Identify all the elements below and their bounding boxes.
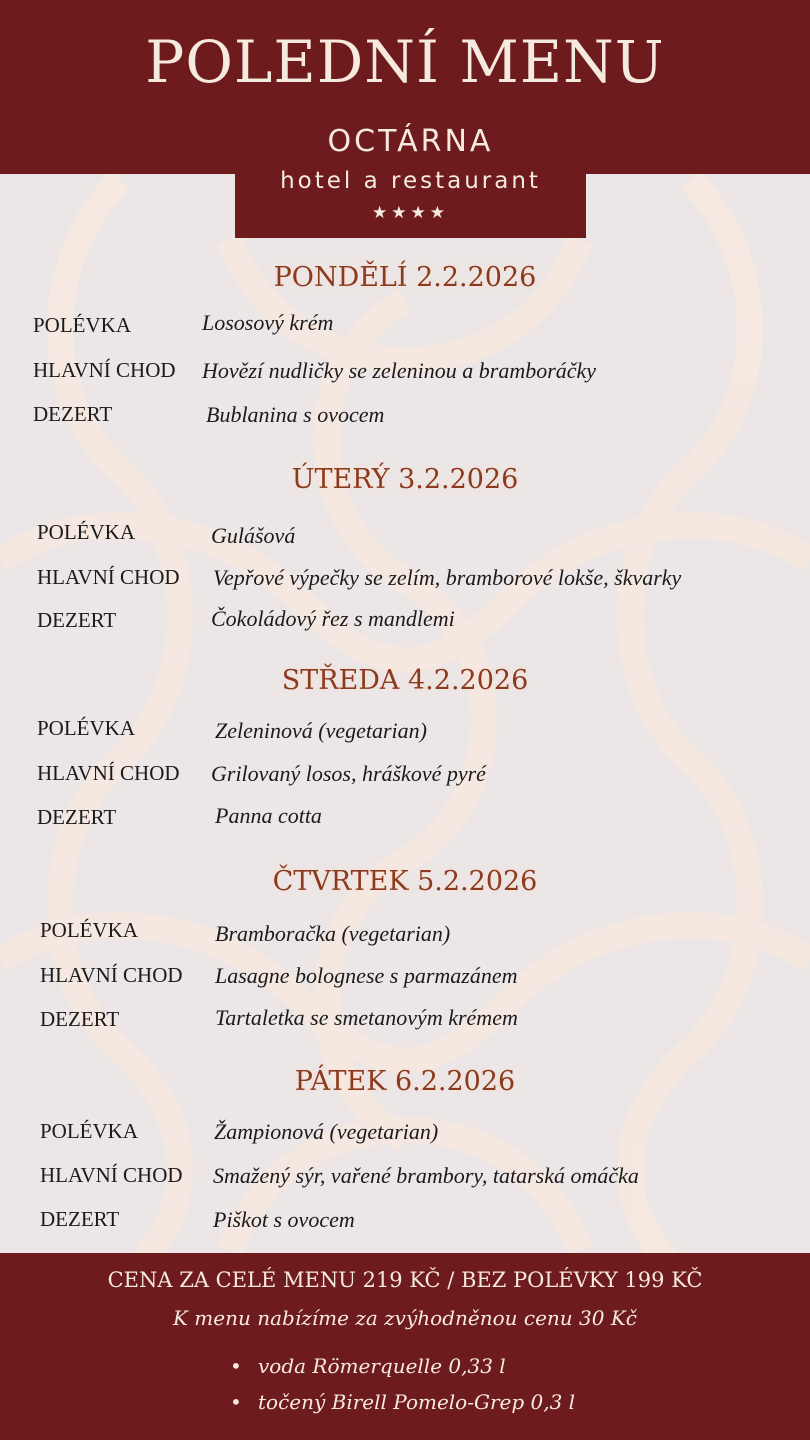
drink-offer: K menu nabízíme za zvýhodněnou cenu 30 Kč bbox=[173, 1306, 637, 1330]
page-title: POLEDNÍ MENU bbox=[145, 28, 665, 96]
dish-name: Panna cotta bbox=[215, 803, 322, 828]
course-label: HLAVNÍ CHOD bbox=[37, 565, 180, 589]
dish-name: Lasagne bolognese s parmazánem bbox=[215, 963, 518, 988]
menu-row bbox=[0, 608, 810, 638]
brand-name: OCTÁRNA bbox=[327, 124, 494, 159]
course-label: HLAVNÍ CHOD bbox=[40, 1163, 183, 1187]
menu-row bbox=[0, 1207, 810, 1237]
course-label: DEZERT bbox=[40, 1207, 120, 1231]
course-label: POLÉVKA bbox=[37, 520, 135, 544]
dish-name: Čokoládový řez s mandlemi bbox=[211, 606, 455, 631]
dish-name: Zeleninová (vegetarian) bbox=[215, 718, 427, 743]
course-label: POLÉVKA bbox=[40, 918, 138, 942]
dish-name: Smažený sýr, vařené brambory, tatarská omáčka bbox=[213, 1163, 639, 1188]
menu-row bbox=[0, 761, 810, 791]
menu-row bbox=[0, 1163, 810, 1193]
dish-name: Bramboračka (vegetarian) bbox=[215, 921, 451, 946]
menu-row bbox=[0, 918, 810, 948]
menu-row bbox=[0, 1007, 810, 1037]
bullet-icon: • bbox=[230, 1354, 242, 1378]
course-label: POLÉVKA bbox=[37, 716, 135, 740]
star-rating: ★★★★ bbox=[372, 203, 449, 223]
menu-row bbox=[0, 805, 810, 835]
menu-row bbox=[0, 565, 810, 595]
day-title: ČTVRTEK 5.2.2026 bbox=[272, 866, 538, 897]
menu-row bbox=[0, 358, 810, 388]
price-info: CENA ZA CELÉ MENU 219 KČ / BEZ POLÉVKY 199 KČ bbox=[107, 1268, 703, 1292]
course-label: DEZERT bbox=[37, 608, 117, 632]
menu-row bbox=[0, 402, 810, 432]
course-label: POLÉVKA bbox=[40, 1119, 138, 1143]
dish-name: Tartaletka se smetanovým krémem bbox=[215, 1005, 518, 1030]
list-item bbox=[230, 1348, 575, 1384]
brand-subtitle: hotel a restaurant bbox=[280, 168, 541, 194]
bullet-icon: • bbox=[230, 1390, 242, 1414]
drink-name: voda Römerquelle 0,33 l bbox=[258, 1354, 506, 1378]
dish-name: Žampionová (vegetarian) bbox=[214, 1119, 439, 1144]
day-title: PONDĚLÍ 2.2.2026 bbox=[273, 262, 537, 293]
menu-row bbox=[0, 716, 810, 746]
dish-name: Hovězí nudličky se zeleninou a bramboráčky bbox=[202, 358, 597, 383]
course-label: DEZERT bbox=[40, 1007, 120, 1031]
course-label: DEZERT bbox=[37, 805, 117, 829]
course-label: HLAVNÍ CHOD bbox=[40, 963, 183, 987]
course-label: HLAVNÍ CHOD bbox=[33, 358, 176, 382]
course-label: HLAVNÍ CHOD bbox=[37, 761, 180, 785]
dish-name: Gulášová bbox=[211, 523, 296, 548]
day-title: STŘEDA 4.2.2026 bbox=[281, 665, 529, 696]
menu-row bbox=[0, 520, 810, 550]
list-item bbox=[230, 1384, 575, 1420]
drink-name: točený Birell Pomelo-Grep 0,3 l bbox=[258, 1390, 576, 1414]
drink-list bbox=[230, 1348, 575, 1420]
menu-row bbox=[0, 310, 810, 343]
dish-name: Grilovaný losos, hráškové pyré bbox=[211, 761, 486, 786]
dish-name: Bublanina s ovocem bbox=[206, 402, 385, 427]
day-title: PÁTEK 6.2.2026 bbox=[294, 1066, 516, 1097]
dish-name: Vepřové výpečky se zelím, bramborové lokše, škvarky bbox=[213, 565, 682, 590]
course-label: POLÉVKA bbox=[33, 313, 131, 337]
menu-row bbox=[0, 1119, 810, 1149]
menu-row bbox=[0, 963, 810, 993]
dish-name: Piškot s ovocem bbox=[213, 1207, 355, 1232]
day-title: ÚTERÝ 3.2.2026 bbox=[291, 464, 519, 495]
course-label: DEZERT bbox=[33, 402, 113, 426]
dish-name: Lososový krém bbox=[202, 310, 334, 335]
